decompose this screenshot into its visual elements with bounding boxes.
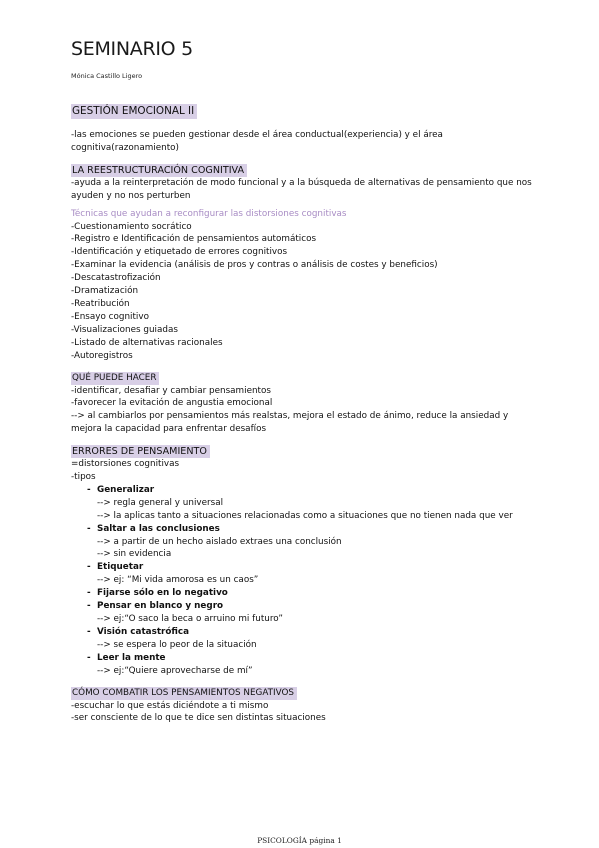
- author-name: Mónica Castillo Ligero: [71, 72, 143, 80]
- technique-item: -Dramatización: [71, 286, 139, 297]
- technique-item: -Listado de alternativas racionales: [71, 337, 223, 348]
- combatir-heading: CÓMO COMBATIR LOS PENSAMIENTOS NEGATIVOS: [71, 687, 297, 700]
- que-puede-item: -favorecer la evitación de angustia emocional: [71, 398, 273, 409]
- error-type-detail: --> ej:“O saco la beca o arruino mi futuro”: [97, 614, 283, 624]
- main-heading: GESTIÓN EMOCIONAL II: [71, 104, 197, 119]
- error-type-detail: --> la aplicas tanto a situaciones relacionadas como a situaciones que no tienen nada que ver: [97, 510, 513, 521]
- que-puede-heading: QUÉ PUEDE HACER: [71, 372, 159, 385]
- reestructuracion-heading: LA REESTRUCTURACIÓN COGNITIVA: [71, 164, 247, 177]
- que-puede-item: -identificar, desafiar y cambiar pensamientos: [71, 385, 271, 396]
- error-type-detail: --> regla general y universal: [97, 497, 224, 508]
- technique-item: -Examinar la evidencia (análisis de pros y contras o análisis de costes y beneficios): [71, 260, 438, 271]
- error-type-detail: --> a partir de un hecho aislado extraes una conclusión: [97, 536, 342, 547]
- technique-item: -Cuestionamiento socrático: [71, 221, 192, 232]
- error-type-name: - Visión catastrófica: [71, 626, 541, 639]
- technique-item: -Ensayo cognitivo: [71, 311, 149, 322]
- document-body: [71, 104, 541, 725]
- errores-line2: -tipos: [71, 472, 96, 483]
- error-type-name: - Etiquetar: [71, 561, 541, 574]
- errores-heading: ERRORES DE PENSAMIENTO: [71, 445, 210, 458]
- que-puede-list: [71, 385, 541, 437]
- error-type-detail: --> se espera lo peor de la situación: [97, 639, 257, 650]
- que-puede-item: --> al cambiarlos por pensamientos más realstas, mejora el estado de ánimo, reduce la ansiedad y mejora la capacidad para enfrentar desafíos: [71, 411, 509, 435]
- intro-text: -las emociones se pueden gestionar desde el área conductual(experiencia) y el área cognitiva(razonamiento): [71, 130, 443, 153]
- error-type-name: - Saltar a las conclusiones: [71, 523, 541, 536]
- combatir-list: [71, 700, 541, 726]
- error-types-list: [71, 484, 541, 678]
- techniques-subheading: Técnicas que ayudan a reconfigurar las distorsiones cognitivas: [71, 208, 347, 219]
- page-title: SEMINARIO 5: [71, 38, 193, 60]
- error-type-detail: --> ej:“Quiere aprovecharse de mí”: [97, 665, 253, 676]
- combatir-item: -ser consciente de lo que te dice sen distintas situaciones: [71, 713, 326, 724]
- techniques-list: [71, 221, 541, 363]
- error-type-name: - Fijarse sólo en lo negativo: [71, 587, 541, 600]
- error-type-name: - Generalizar: [71, 484, 541, 497]
- technique-item: -Reatribución: [71, 298, 130, 309]
- error-type-detail: --> ej: “Mi vida amorosa es un caos”: [97, 575, 259, 586]
- technique-item: -Visualizaciones guiadas: [71, 324, 178, 335]
- error-type-name: - Pensar en blanco y negro: [71, 600, 541, 613]
- error-type-detail: --> sin evidencia: [97, 549, 172, 560]
- error-type-name: - Leer la mente: [71, 652, 541, 665]
- technique-item: -Autoregistros: [71, 350, 133, 361]
- reestructuracion-text: -ayuda a la reinterpretación de modo funcional y a la búsqueda de alternativas de pensamiento que nos ayuden y no nos perturben: [71, 177, 532, 201]
- technique-item: -Descatastrofización: [71, 273, 161, 284]
- combatir-item: -escuchar lo que estás diciéndote a ti mismo: [71, 700, 269, 711]
- technique-item: -Identificación y etiquetado de errores cognitivos: [71, 247, 288, 258]
- page-footer: PSICOLOGÍA página 1: [257, 836, 342, 845]
- errores-line1: =distorsiones cognitivas: [71, 459, 180, 470]
- technique-item: -Registro e Identificación de pensamientos automáticos: [71, 234, 317, 245]
